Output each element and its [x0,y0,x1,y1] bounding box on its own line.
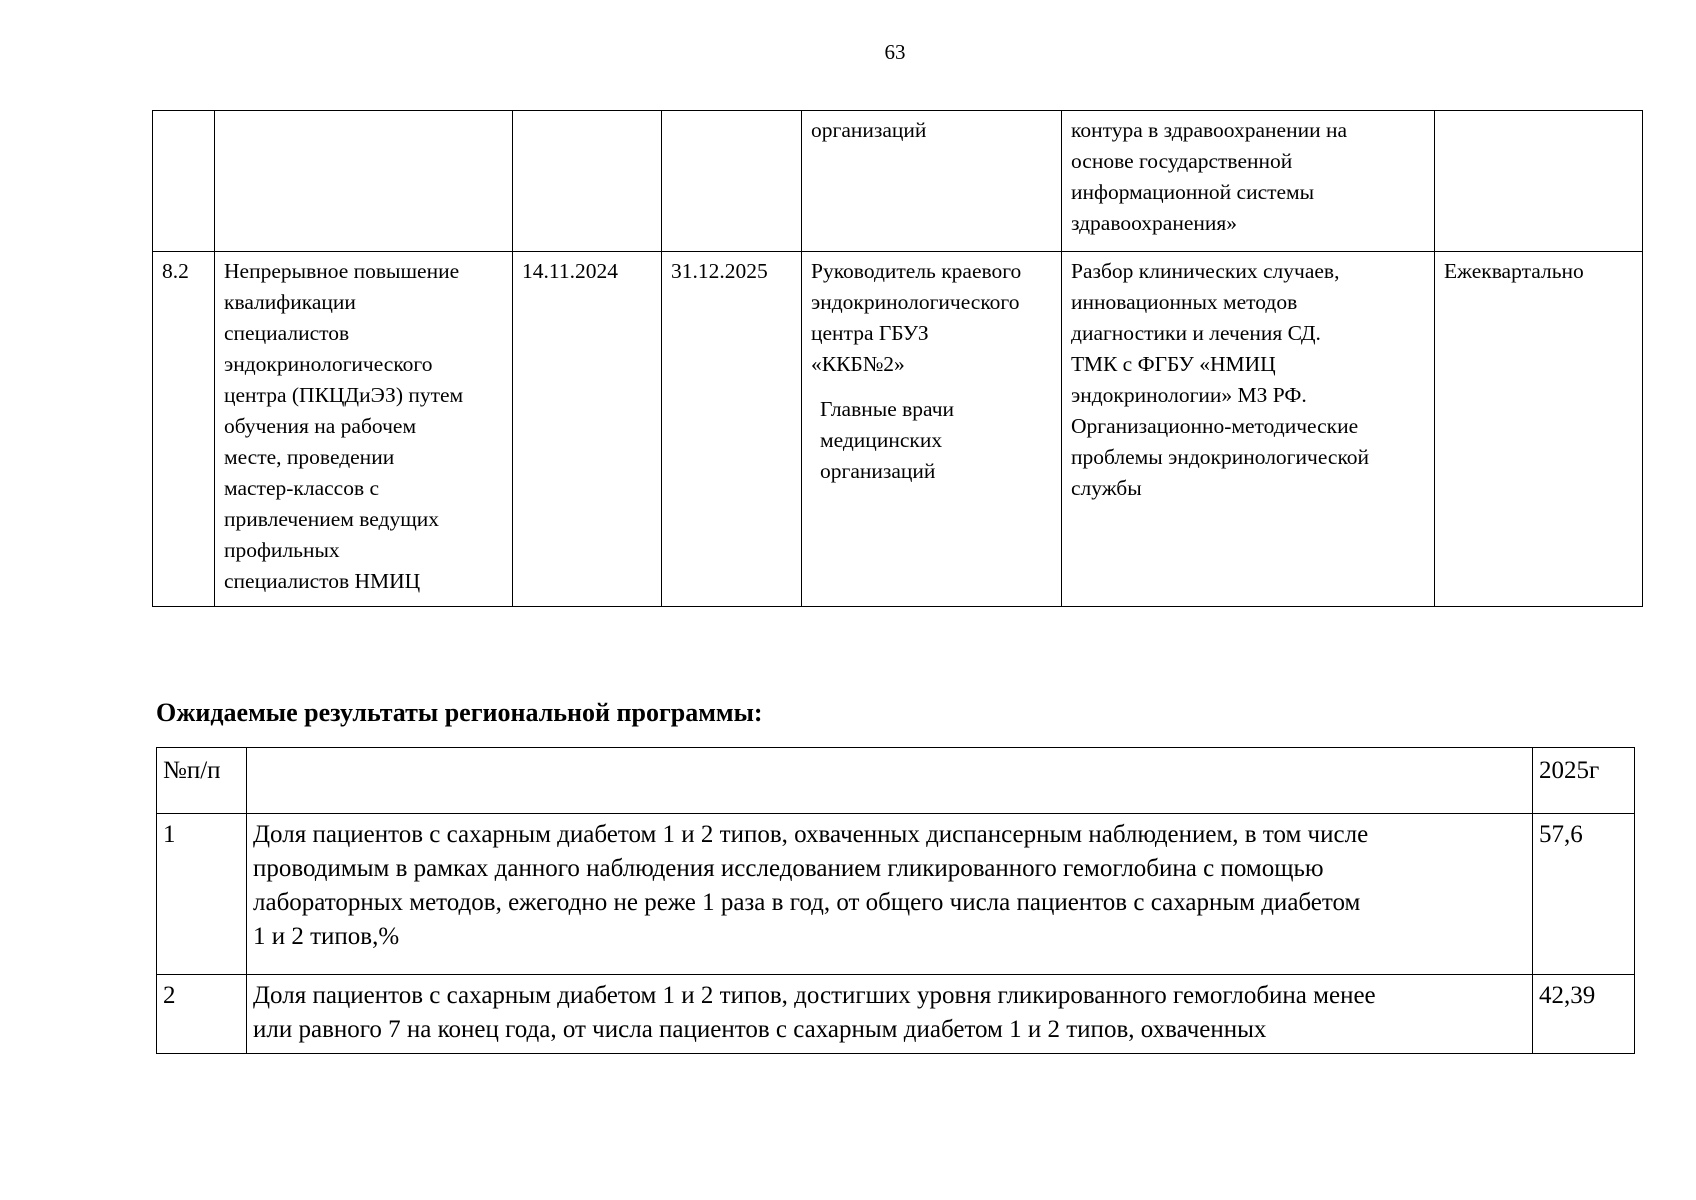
row-indicator [247,814,1533,975]
cell-start-date: 14.11.2024 [513,252,662,607]
text-line: центра (ПКЦДиЭЗ) путем [224,383,464,407]
text-line: здравоохранения» [1071,211,1238,235]
text-line: ТМК с ФГБУ «НМИЦ [1071,352,1276,376]
text-line: Доля пациентов с сахарным диабетом 1 и 2 типов, охваченных диспансерным наблюдением, в том числе [253,821,1369,848]
cell-responsible [802,111,1062,252]
text-line: Руководитель краевого [811,259,1022,283]
cell-frequency [1435,111,1643,252]
paragraph-gap [811,380,1053,394]
text-line: месте, проведении [224,445,395,469]
row-num: 1 [157,814,247,975]
text-line: привлечением ведущих [224,507,440,531]
text-line: Непрерывное повышение [224,259,460,283]
text-line: диагностики и лечения СД. [1071,321,1321,345]
text-line: 1 и 2 типов,% [253,923,400,950]
text-line: проводимым в рамках данного наблюдения исследованием гликированного гемоглобина с помощью [253,855,1324,882]
cell-result [1062,111,1435,252]
text-line: проблемы эндокринологической [1071,445,1370,469]
text-line: организаций [811,118,927,142]
cell-end-date [662,111,802,252]
text-line: обучения на рабочем [224,414,417,438]
text-line: Главные врачи [820,397,955,421]
section-title: Ожидаемые результаты региональной программы: [156,698,763,727]
text-line: информационной системы [1071,180,1315,204]
text-line: «ККБ№2» [811,352,905,376]
text-line: эндокринологического [224,352,433,376]
text-line: эндокринологического [811,290,1020,314]
cell-result [1062,252,1435,607]
cell-end-date: 31.12.2025 [662,252,802,607]
text-line: инновационных методов [1071,290,1298,314]
page-number: 63 [884,40,906,64]
text-line: специалистов НМИЦ [224,569,421,593]
text-line: специалистов [224,321,350,345]
text-line: Разбор клинических случаев, [1071,259,1340,283]
row-num: 2 [157,975,247,1054]
results-header-row [157,748,1635,814]
results-table [156,747,1635,1054]
text-line: эндокринологии» МЗ РФ. [1071,383,1307,407]
cell-num: 8.2 [153,252,215,607]
cell-num [153,111,215,252]
text-line: центра ГБУЗ [811,321,929,345]
cell-start-date [513,111,662,252]
plan-row-8-2 [153,252,1643,607]
text-line: квалификации [224,290,356,314]
row-value: 42,39 [1533,975,1635,1054]
header-indicator [247,748,1533,814]
text-line: медицинских [820,428,943,452]
plan-row-continuation [153,111,1643,252]
text-line: основе государственной [1071,149,1293,173]
table-row [157,814,1635,975]
cell-event [215,252,513,607]
cell-event [215,111,513,252]
text-line: организаций [820,459,936,483]
text-line: лабораторных методов, ежегодно не реже 1 раза в год, от общего числа пациентов с сахарным диабетом [253,889,1361,916]
row-indicator [247,975,1533,1054]
text-line: профильных [224,538,340,562]
cell-frequency: Ежеквартально [1435,252,1643,607]
header-num: №п/п [157,748,247,814]
cell-responsible [802,252,1062,607]
row-value: 57,6 [1533,814,1635,975]
header-year: 2025г [1533,748,1635,814]
text-line: мастер-классов с [224,476,380,500]
text-line: службы [1071,476,1142,500]
text-line: контура в здравоохранении на [1071,118,1348,142]
text-line: или равного 7 на конец года, от числа пациентов с сахарным диабетом 1 и 2 типов, охваченных [253,1016,1267,1043]
text-line: Организационно-методические [1071,414,1359,438]
plan-table [152,110,1643,607]
table-row [157,975,1635,1054]
text-line: Доля пациентов с сахарным диабетом 1 и 2 типов, достигших уровня гликированного гемоглобина менее [253,982,1376,1009]
